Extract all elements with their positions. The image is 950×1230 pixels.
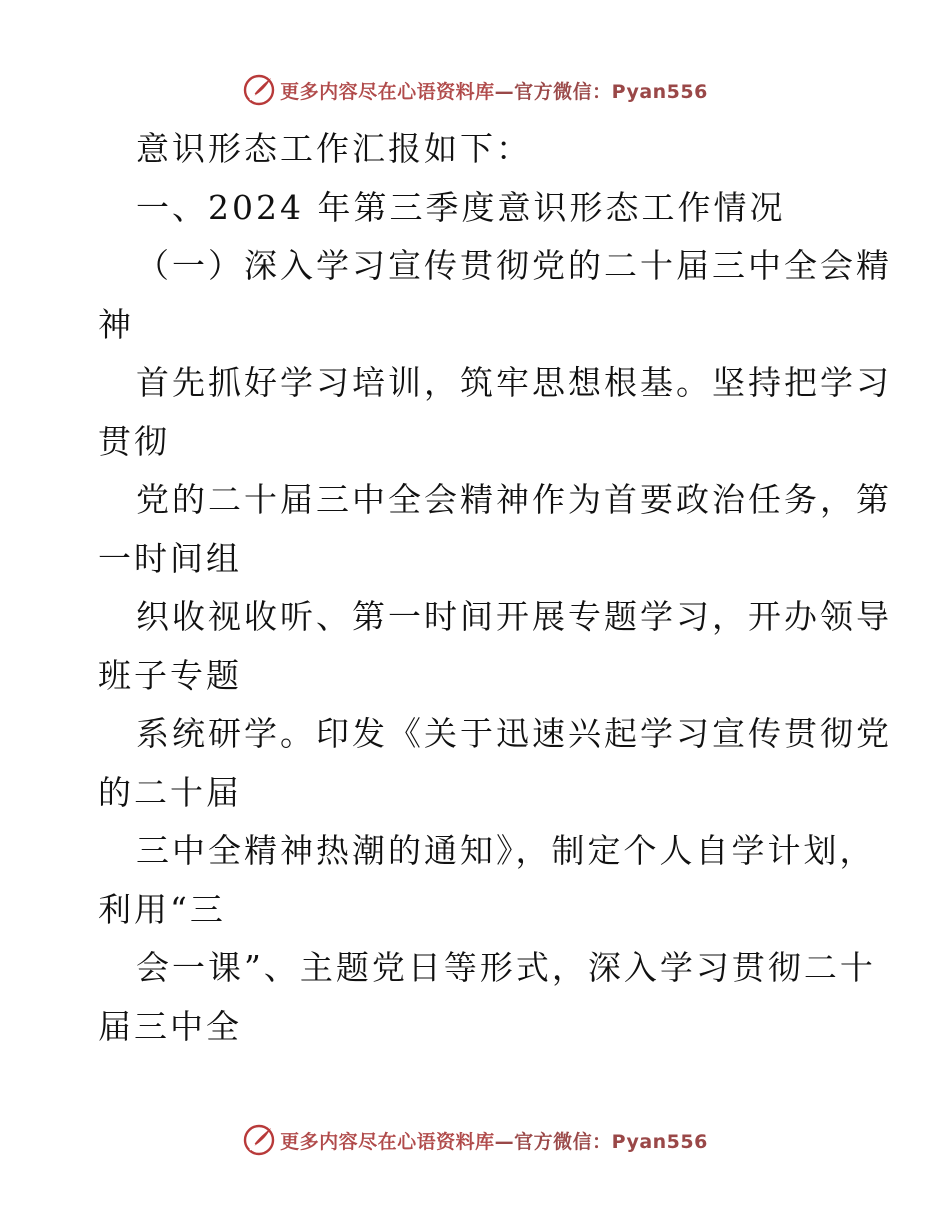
watermark-text [280,77,708,104]
paragraph-line: 系统研学。印发《关于迅速兴起学习宣传贯彻党 [136,714,892,753]
paragraph-line: 首先抓好学习培训，筑牢思想根基。坚持把学习 [136,363,892,402]
paragraph-line: 班子专题 [98,655,242,695]
footer-watermark [0,1120,950,1160]
quill-logo-icon [242,1123,276,1157]
watermark-official-text: —官方微信：Pyan556 [494,1130,708,1153]
subsection-heading: （一）深入学习宣传贯彻党的二十届三中全会精 [136,246,892,285]
paragraph-line: 届三中全 [98,1006,242,1046]
paragraph-line: 会一课”、主题党日等形式，深入学习贯彻二十 [136,948,876,987]
paragraph-line: 贯彻 [98,421,170,461]
watermark-site-text: 更多内容尽在心语资料库 [280,1130,495,1153]
watermark-text [280,1127,708,1154]
paragraph-line: 织收视收听、第一时间开展专题学习，开办领导 [136,597,892,636]
paragraph-line: 利用“三 [98,889,226,929]
watermark-site-text: 更多内容尽在心语资料库 [280,80,495,103]
header-watermark [0,70,950,110]
section-heading: 一、2024 年第三季度意识形态工作情况 [136,187,786,227]
paragraph-line: 意识形态工作汇报如下： [136,129,532,168]
paragraph-line: 党的二十届三中全会精神作为首要政治任务，第 [136,480,892,519]
document-body [98,120,892,1056]
paragraph-line: 三中全精神热潮的通知》，制定个人自学计划， [136,831,876,870]
paragraph-line: 神 [98,304,134,344]
watermark-official-text: —官方微信：Pyan556 [494,80,708,103]
paragraph-line: 一时间组 [98,538,242,578]
paragraph-line: 的二十届 [98,772,242,812]
quill-logo-icon [242,73,276,107]
